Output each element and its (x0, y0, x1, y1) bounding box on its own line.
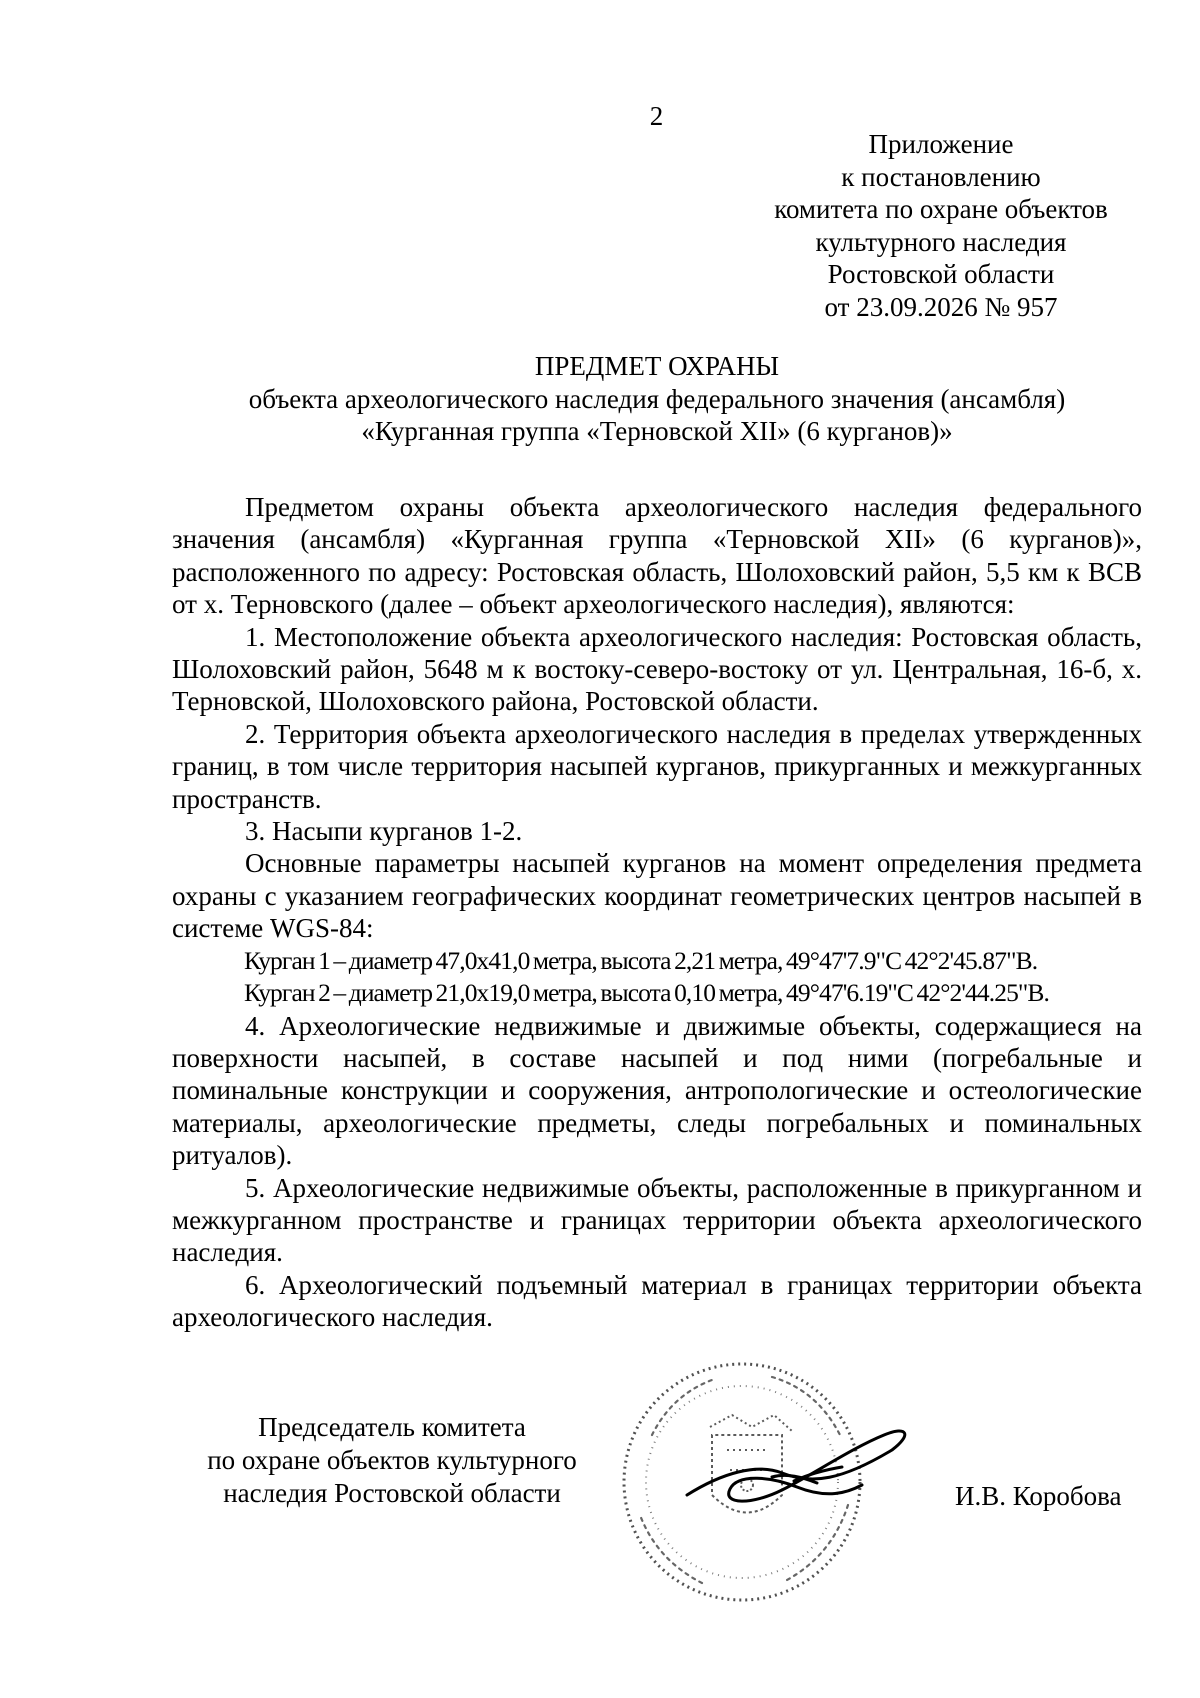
appendix-line: комитета по охране объектов (774, 194, 1108, 224)
document-body (172, 491, 1142, 1334)
item-6-paragraph: 6. Археологический подъемный материал в границах территории объекта археологического наследия. (172, 1269, 1142, 1333)
appendix-block (760, 128, 1122, 323)
intro-paragraph: Предметом охраны объекта археологического наследия федерального значения (ансамбля) «Курганная группа «Терновской XII» (6 курганов)», расположенного по адресу: Ростовская область, Шолоховский район, 5,5 км к ВСВ от х. Терновского (далее – объект археологического наследия), являются: (172, 492, 1142, 620)
signer-name: И.В. Коробова (955, 1481, 1122, 1511)
appendix-line: Приложение (868, 129, 1014, 159)
document-title-block (172, 350, 1142, 448)
signer-position-line: по охране объектов культурного (207, 1445, 577, 1475)
item-1-paragraph: 1. Местоположение объекта археологического наследия: Ростовская область, Шолоховский район, 5648 м к востоку-северо-востоку от ул. Центральная, 16-б, х. Терновской, Шолоховского района, Ростовской области. (172, 621, 1142, 717)
appendix-line: культурного наследия (815, 226, 1067, 257)
item-5-paragraph: 5. Археологические недвижимые объекты, расположенные в прикурганном и межкурганном пространстве и границах территории объекта археологического наследия. (172, 1172, 1142, 1268)
appendix-line: к постановлению (841, 161, 1041, 192)
signer-position-line: Председатель комитета (258, 1412, 526, 1442)
kurgan-2-line: Курган 2 – диаметр 21,0х19,0 метра, высота 0,10 метра, 49°47'6.19"С 42°2'44.25"В. (244, 978, 1050, 1008)
document-object-name: «Курганная группа «Терновской XII» (6 курганов)» (361, 416, 953, 446)
kurgan-1-line: Курган 1 – диаметр 47,0х41,0 метра, высота 2,21 метра, 49°47'7.9"С 42°2'45.87"В. (244, 945, 1038, 975)
document-heading: ПРЕДМЕТ ОХРАНЫ (534, 351, 780, 381)
handwritten-signature (687, 1431, 905, 1501)
item-3-paragraph: 3. Насыпи курганов 1-2. (245, 816, 523, 847)
params-paragraph: Основные параметры насыпей курганов на момент определения предмета охраны с указанием географических координат геометрических центров насыпей в системе WGS-84: (172, 848, 1142, 944)
page-number: 2 (649, 101, 664, 131)
document-subtitle: объекта археологического наследия федерального значения (ансамбля) (248, 383, 1066, 414)
appendix-line: от 23.09.2026 № 957 (824, 291, 1058, 322)
appendix-line: Ростовской области (827, 259, 1055, 289)
item-2-paragraph: 2. Территория объекта археологического наследия в пределах утвержденных границ, в том числе территория насыпей курганов, прикурганных и межкурганных пространств. (172, 718, 1142, 814)
official-seal-and-signature (612, 1355, 952, 1610)
signer-position-line: наследия Ростовской области (223, 1478, 561, 1508)
item-4-paragraph: 4. Археологические недвижимые и движимые объекты, содержащиеся на поверхности насыпей, в составе насыпей и под ними (погребальные и поминальные конструкции и сооружения, антропологические и остеологические материалы, археологические предметы, следы погребальных и поминальных ритуалов). (172, 1010, 1142, 1171)
signer-position (172, 1411, 612, 1510)
seal-emblem (710, 1415, 792, 1513)
